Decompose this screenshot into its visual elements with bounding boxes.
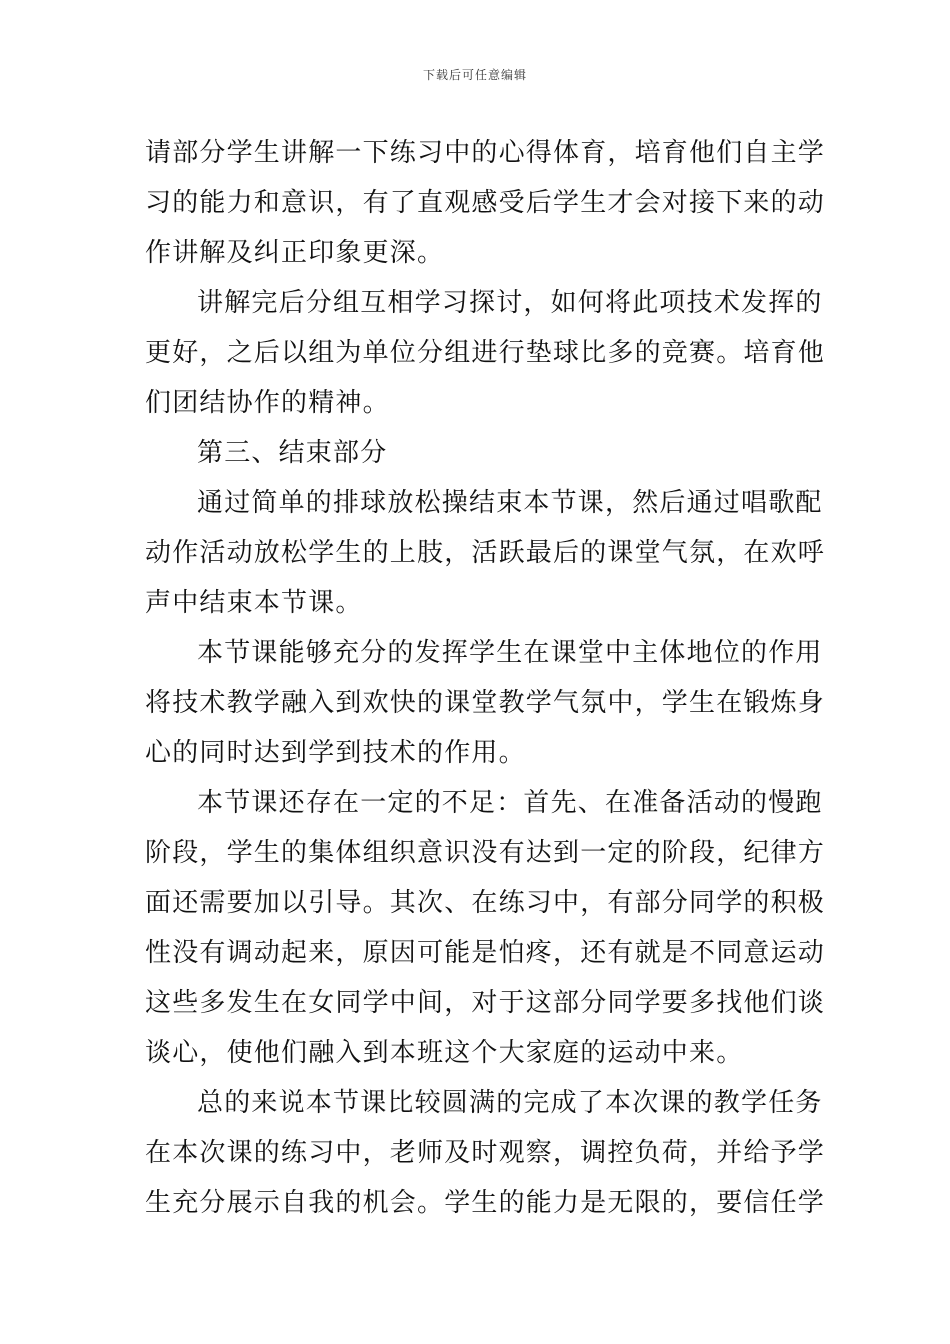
- text-line: 请部分学生讲解一下练习中的心得体育，培育他们自主学: [145, 138, 826, 168]
- text-line: 在本次课的练习中，老师及时观察，调控负荷，并给予学: [145, 1138, 826, 1168]
- text-line: 面还需要加以引导。其次、在练习中，有部分同学的积极: [145, 888, 826, 918]
- text-line: 心的同时达到学到技术的作用。: [145, 738, 526, 768]
- text-line: 本节课还存在一定的不足：首先、在准备活动的慢跑: [197, 788, 823, 818]
- text-line: 作讲解及纠正印象更深。: [145, 238, 445, 268]
- document-body: [145, 128, 826, 1228]
- text-line: 动作活动放松学生的上肢，活跃最后的课堂气氛，在欢呼: [145, 538, 826, 568]
- text-line: 将技术教学融入到欢快的课堂教学气氛中，学生在锻炼身: [145, 688, 826, 718]
- text-line: 通过简单的排球放松操结束本节课，然后通过唱歌配: [197, 488, 823, 518]
- text-line: 本节课能够充分的发挥学生在课堂中主体地位的作用: [197, 638, 823, 668]
- text-line: 性没有调动起来，原因可能是怕疼，还有就是不同意运动: [145, 938, 826, 968]
- text-line: 们团结协作的精神。: [145, 388, 390, 418]
- text-line: 阶段，学生的集体组织意识没有达到一定的阶段，纪律方: [145, 838, 826, 868]
- text-line: 谈心，使他们融入到本班这个大家庭的运动中来。: [145, 1038, 744, 1068]
- text-line: 更好，之后以组为单位分组进行垫球比多的竞赛。培育他: [145, 338, 826, 368]
- text-line: 声中结束本节课。: [145, 588, 363, 618]
- text-line: 生充分展示自我的机会。学生的能力是无限的，要信任学: [145, 1188, 826, 1218]
- text-line: 这些多发生在女同学中间，对于这部分同学要多找他们谈: [145, 988, 826, 1018]
- section-heading: 第三、结束部分: [197, 438, 388, 468]
- text-line: 习的能力和意识，有了直观感受后学生才会对接下来的动: [145, 188, 826, 218]
- text-line: 总的来说本节课比较圆满的完成了本次课的教学任务: [197, 1088, 823, 1118]
- text-line: 讲解完后分组互相学习探讨，如何将此项技术发挥的: [197, 288, 823, 318]
- page-header: 下载后可任意编辑: [422, 68, 527, 82]
